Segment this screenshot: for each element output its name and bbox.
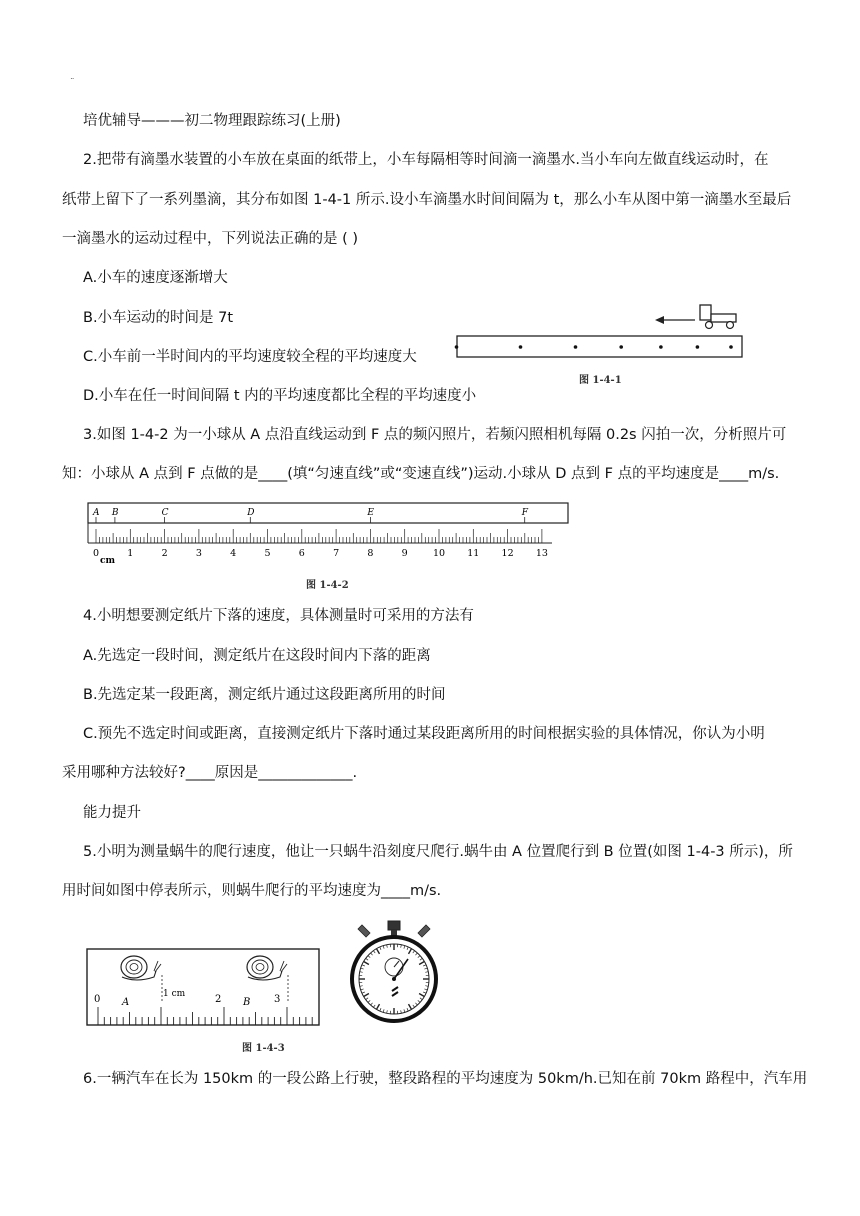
q4-option-c-line2: 采用哪种方法较好?____原因是_____________. [62,765,358,781]
point-label: B [111,508,119,518]
ruler3-label-b: B [243,997,251,1008]
ruler-number: 10 [432,548,446,559]
figure-1-4-3-caption: 图 1-4-3 [242,1043,285,1054]
snail-ruler [87,949,319,1025]
q4-line1: 4.小明想要测定纸片下落的速度，具体测量时可采用的方法有 [83,608,474,624]
section-title: 能力提升 [83,805,141,821]
cart-icon [700,305,736,329]
ruler-number: 7 [333,548,340,559]
point-label: E [367,508,374,518]
ruler3-label-0: 0 [94,994,101,1005]
q6-line1: 6.一辆汽车在长为 150km 的一段公路上行驶，整段路程的平均速度为 50km/h.已知在前 70km 路程中，汽车用 [83,1071,808,1087]
q4-option-a: A.先选定一段时间，测定纸片在这段时间内下落的距离 [83,648,431,664]
ruler3-label-a: A [122,997,130,1008]
ruler-number: 11 [467,548,480,559]
q2-line3: 一滴墨水的运动过程中，下列说法正确的是 ( ) [62,231,359,247]
figure-1-4-2 [80,498,570,570]
point-label: C [161,508,169,518]
ruler-number: 12 [501,548,514,559]
ink-drop [696,345,700,349]
q2-line2: 纸带上留下了一系列墨滴，其分布如图 1-4-1 所示.设小车滴墨水时间间隔为 t，那么小车从图中第一滴墨水至最后 [62,192,792,208]
figure-1-4-1-caption: 图 1-4-1 [579,375,622,386]
ruler-number: 4 [230,548,237,559]
ink-drop [619,345,623,349]
ink-drop [574,345,578,349]
ruler-number: 6 [298,548,305,559]
page-header: 培优辅导———初二物理跟踪练习(上册) [83,113,341,129]
ruler3-label-1cm: 1 cm [163,989,186,999]
point-label: A [93,508,100,518]
corner-mark: ¨ [70,78,75,88]
point-label: D [247,508,255,518]
ruler-number: 0 [92,548,100,559]
figure-1-4-2-caption: 图 1-4-2 [306,580,349,591]
q2-option-b: B.小车运动的时间是 7t [83,310,234,326]
ruler3-label-3: 3 [274,994,281,1005]
q3-line2: 知：小球从 A 点到 F 点做的是____(填“匀速直线”或“变速直线”)运动.小球从 D 点到 F 点的平均速度是____m/s. [62,466,780,482]
q2-option-c: C.小车前一半时间内的平均速度较全程的平均速度大 [83,349,417,365]
ink-drop [455,345,459,349]
paper-tape [457,336,742,357]
stopwatch-icon [346,917,446,1027]
ruler-number: 5 [264,548,271,559]
q2-option-d: D.小车在任一时间间隔 t 内的平均速度都比全程的平均速度小 [83,388,477,404]
q2-option-a: A.小车的速度逐渐增大 [83,270,228,286]
ink-drop [729,345,733,349]
ruler-number: 2 [161,548,168,559]
ruler-number: 9 [401,548,408,559]
photo-strip [88,503,568,523]
arrow-left-icon [655,316,695,324]
q4-option-b: B.先选定某一段距离，测定纸片通过这段距离所用的时间 [83,687,446,703]
ruler-number: 13 [535,548,548,559]
ink-drop [659,345,663,349]
ruler-number: 8 [367,548,374,559]
ruler3-label-2: 2 [215,994,222,1005]
q3-line1: 3.如图 1-4-2 为一小球从 A 点沿直线运动到 F 点的频闪照片，若频闪照相机每隔 0.2s 闪拍一次，分析照片可 [83,427,787,443]
ruler-number: 3 [195,548,202,559]
q5-line2: 用时间如图中停表所示，则蜗牛爬行的平均速度为____m/s. [62,883,442,899]
ruler-number: 1 [127,548,134,559]
q4-option-c-line1: C.预先不选定时间或距离，直接测定纸片下落时通过某段距离所用的时间根据实验的具体情况，你认为小明 [83,726,765,742]
q5-line1: 5.小明为测量蜗牛的爬行速度，他让一只蜗牛沿刻度尺爬行.蜗牛由 A 位置爬行到 B 位置(如图 1-4-3 所示)，所 [83,844,793,860]
q2-line1: 2.把带有滴墨水装置的小车放在桌面的纸带上，小车每隔相等时间滴一滴墨水.当小车向左做直线运动时，在 [83,152,769,168]
point-label: F [521,508,528,518]
figure-1-4-1 [450,296,750,366]
ink-drop [519,345,523,349]
ruler-unit-label: cm [100,556,116,566]
figure-1-4-3-ruler [86,945,322,1031]
